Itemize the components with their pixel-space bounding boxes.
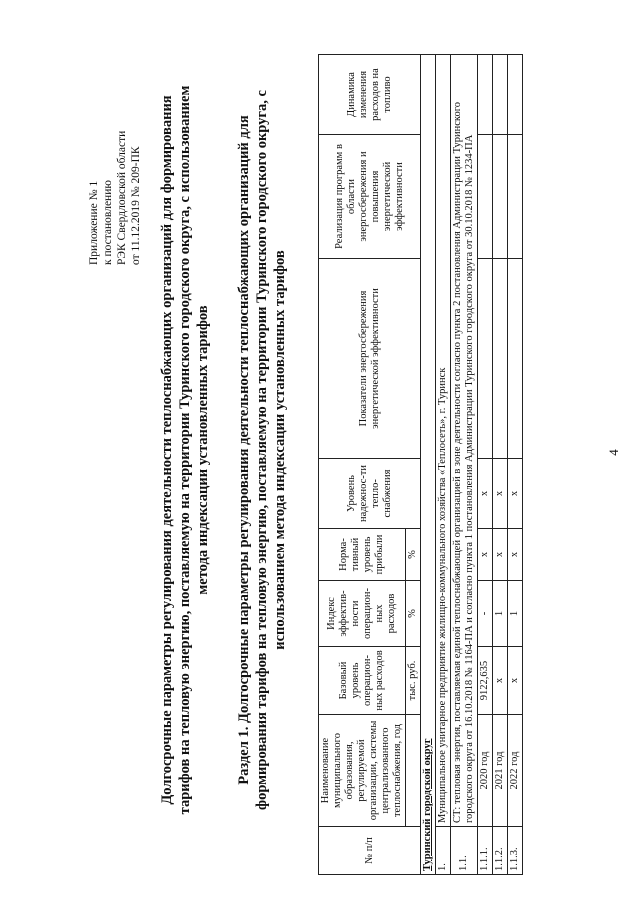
section-heading (235, 35, 289, 865)
row-index: - (478, 581, 493, 647)
title-line: метода индексации установленных тарифов (195, 305, 211, 595)
row-year: 2021 год (493, 715, 508, 827)
units-base: тыс. руб. (406, 647, 421, 715)
units-norm: % (406, 529, 421, 581)
header-base: Базовый уровень операцион-ных расходов (319, 647, 406, 715)
appendix-line: к постановлению (102, 180, 114, 265)
header-norm: Норма-тивный уровень прибыли (319, 529, 406, 581)
row-programs (478, 135, 493, 259)
row-num: 1.1.2. (493, 827, 508, 875)
section-line: Раздел 1. Долгосрочные параметры регулирования деятельности теплоснабжающих организаций для (236, 115, 252, 785)
document-title (158, 35, 212, 865)
table-header-row (319, 55, 406, 875)
table-row (436, 55, 451, 875)
header-dynamics: Динамика изменения расходов на топливо (319, 55, 421, 135)
org-num: 1. (436, 827, 451, 875)
row-reliability: x (508, 459, 523, 529)
row-dynamics (493, 55, 508, 135)
row-norm: x (493, 529, 508, 581)
row-norm: x (478, 529, 493, 581)
section-line: формирования тарифов на тепловую энергию, поставляемую на территории Туринского городского округа, с (254, 90, 270, 810)
page-number: 4 (606, 449, 621, 456)
section-line: использованием метода индексации установленных тарифов (272, 250, 288, 650)
row-energy (493, 259, 508, 459)
row-energy (478, 259, 493, 459)
row-year: 2020 год (478, 715, 493, 827)
header-energy: Показатели энергосбережения энергетической эффективности (319, 259, 421, 459)
row-dynamics (508, 55, 523, 135)
row-index: 1 (508, 581, 523, 647)
row-year: 2022 год (508, 715, 523, 827)
table-row (421, 55, 436, 875)
row-num: 1.1.1. (478, 827, 493, 875)
appendix-line: РЭК Свердловской области (116, 130, 128, 265)
units-index: % (406, 581, 421, 647)
row-base: x (508, 647, 523, 715)
title-line: тарифов на тепловую энергию, поставляемую на территории Туринского городского округа, с использованием (177, 85, 193, 815)
table-row (493, 55, 508, 875)
system-text: СТ: тепловая энергия, поставляемая единой теплоснабжающей организацией в зоне деятельности согласно пункта 2 постановления Администрации Туринского городского округа от 16.10.2018 № 1164-ПА и согласно пункта 1 постановления Администрации Туринского городского округа от 30.10.2018 № 1234-ПА (451, 55, 478, 827)
row-dynamics (478, 55, 493, 135)
row-base: x (493, 647, 508, 715)
row-norm: x (508, 529, 523, 581)
appendix-line: от 11.12.2019 № 209-ПК (130, 146, 142, 265)
row-base: 9122,635 (478, 647, 493, 715)
units-name (406, 715, 421, 827)
row-programs (508, 135, 523, 259)
table-row (508, 55, 523, 875)
header-programs: Реализация программ в области энергосбережения и повышения энергетической эффективности (319, 135, 421, 259)
header-num: № п/п (319, 827, 421, 875)
title-line: Долгосрочные параметры регулирования деятельности теплоснабжающих организаций для формирования (159, 95, 175, 805)
header-reliability: Уровень надежнос-ти тепло-снабжения (319, 459, 421, 529)
row-energy (508, 259, 523, 459)
system-num: 1.1. (451, 827, 478, 875)
parameters-table (318, 54, 523, 875)
row-programs (493, 135, 508, 259)
appendix-note (87, 5, 143, 265)
municipality-cell: Туринский городской округ (421, 55, 436, 875)
table-row (478, 55, 493, 875)
row-reliability: x (493, 459, 508, 529)
org-name: Муниципальное унитарное предприятие жилищно-коммунального хозяйства «Теплосеть», г. Туринск (436, 55, 451, 827)
row-index: 1 (493, 581, 508, 647)
row-num: 1.1.3. (508, 827, 523, 875)
header-index: Индекс эффектив-ности операцион-ных расходов (319, 581, 406, 647)
row-reliability: x (478, 459, 493, 529)
header-name: Наименование муниципального образования, регулируемой организации, системы централизованного теплоснабжения, год (319, 715, 406, 827)
table-row (451, 55, 478, 875)
appendix-line: Приложение № 1 (88, 180, 100, 265)
